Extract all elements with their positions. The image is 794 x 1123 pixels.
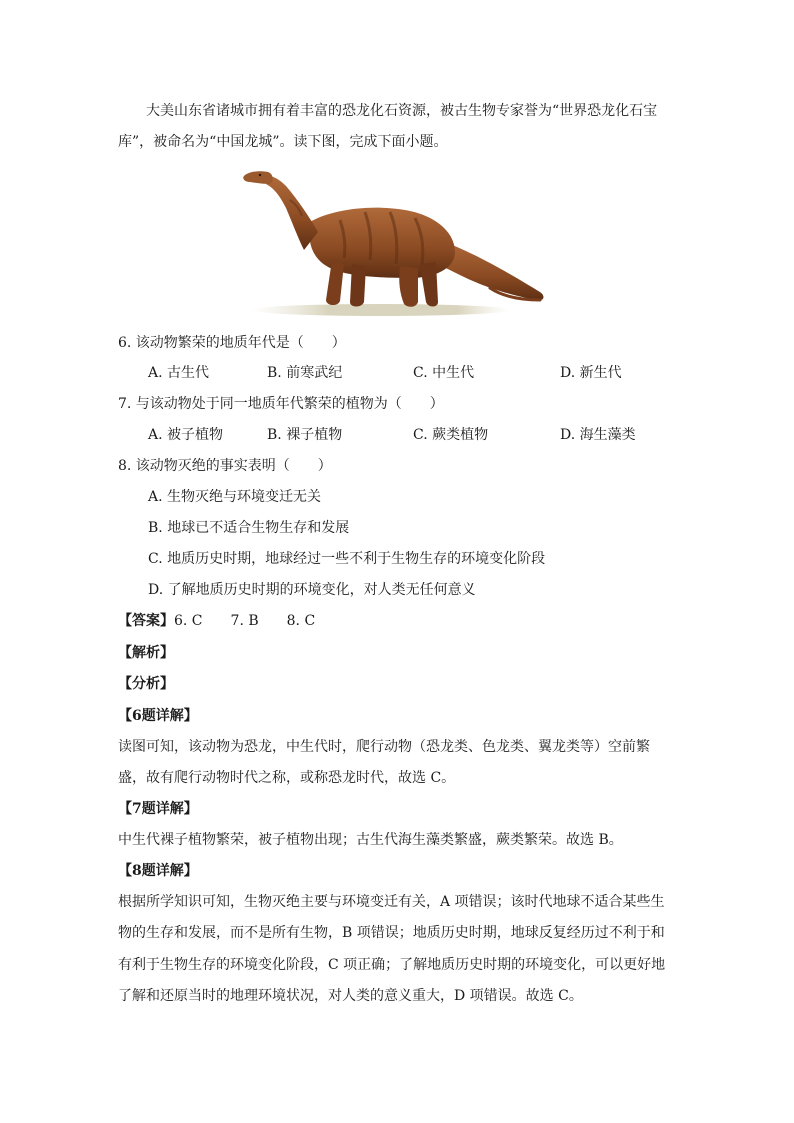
q8-detail-line-3: 有利于生物生存的环境变化阶段，C 项正确；了解地质历史时期的环境变化，可以更好地: [118, 957, 666, 973]
q7-detail-line-1: 中生代裸子植物繁荣，被子植物出现；古生代海生藻类繁盛，蕨类繁荣。故选 B。: [118, 832, 623, 848]
q7-option-d: D. 海生藻类: [560, 427, 636, 443]
q8-option-c: C. 地质历史时期，地球经过一些不利于生物生存的环境变化阶段: [148, 551, 546, 567]
q8-detail-line-4: 了解和还原当时的地理环境状况，对人类的意义重大，D 项错误。故选 C。: [118, 988, 583, 1004]
q6-detail-heading: 【6题详解】: [118, 708, 198, 724]
q8-option-b: B. 地球已不适合生物生存和发展: [148, 520, 350, 536]
q8-detail-line-1: 根据所学知识可知，生物灭绝主要与环境变迁有关，A 项错误；该时代地球不适合某些生: [118, 894, 665, 910]
q6-option-d: D. 新生代: [560, 365, 622, 381]
q6-detail-line-1: 读图可知，该动物为恐龙，中生代时，爬行动物（恐龙类、色龙类、翼龙类等）空前繁: [118, 739, 650, 755]
question-7-stem: 7. 与该动物处于同一地质年代繁荣的植物为（ ）: [118, 396, 444, 412]
q7-detail-heading: 【7题详解】: [118, 801, 198, 817]
q6-option-c: C. 中生代: [413, 365, 475, 381]
answer-7: 7. B: [230, 613, 259, 629]
jiexi-heading: 【解析】: [118, 645, 174, 661]
fenxi-heading: 【分析】: [118, 676, 174, 692]
answer-label: 【答案】: [118, 613, 174, 629]
q7-option-a: A. 被子植物: [148, 427, 224, 443]
intro-line-1: 大美山东省诸城市拥有着丰富的恐龙化石资源，被古生物专家誉为“世界恐龙化石宝: [146, 103, 658, 119]
q7-option-b: B. 裸子植物: [267, 427, 343, 443]
q6-detail-line-2: 盛，故有爬行动物时代之称，或称恐龙时代，故选 C。: [118, 770, 456, 786]
q6-option-a: A. 古生代: [148, 365, 210, 381]
intro-line-2: 库”，被命名为“中国龙城”。读下图，完成下面小题。: [118, 134, 448, 150]
answer-8: 8. C: [286, 613, 316, 629]
answer-6: 6. C: [174, 613, 203, 629]
question-6-stem: 6. 该动物繁荣的地质年代是（ ）: [118, 335, 346, 351]
q8-detail-line-2: 物的生存和发展，而不是所有生物，B 项错误；地质历史时期，地球反复经历过不利于和: [118, 925, 665, 941]
q7-option-c: C. 蕨类植物: [413, 427, 489, 443]
answer-line: [118, 611, 343, 631]
q8-option-d: D. 了解地质历史时期的环境变化，对人类无任何意义: [148, 582, 476, 598]
q8-option-a: A. 生物灭绝与环境变迁无关: [148, 489, 322, 505]
q8-detail-heading: 【8题详解】: [118, 863, 198, 879]
question-8-stem: 8. 该动物灭绝的事实表明（ ）: [118, 458, 332, 474]
q6-option-b: B. 前寒武纪: [267, 365, 343, 381]
dinosaur-illustration-icon: [240, 160, 554, 320]
dinosaur-figure: [240, 160, 554, 320]
